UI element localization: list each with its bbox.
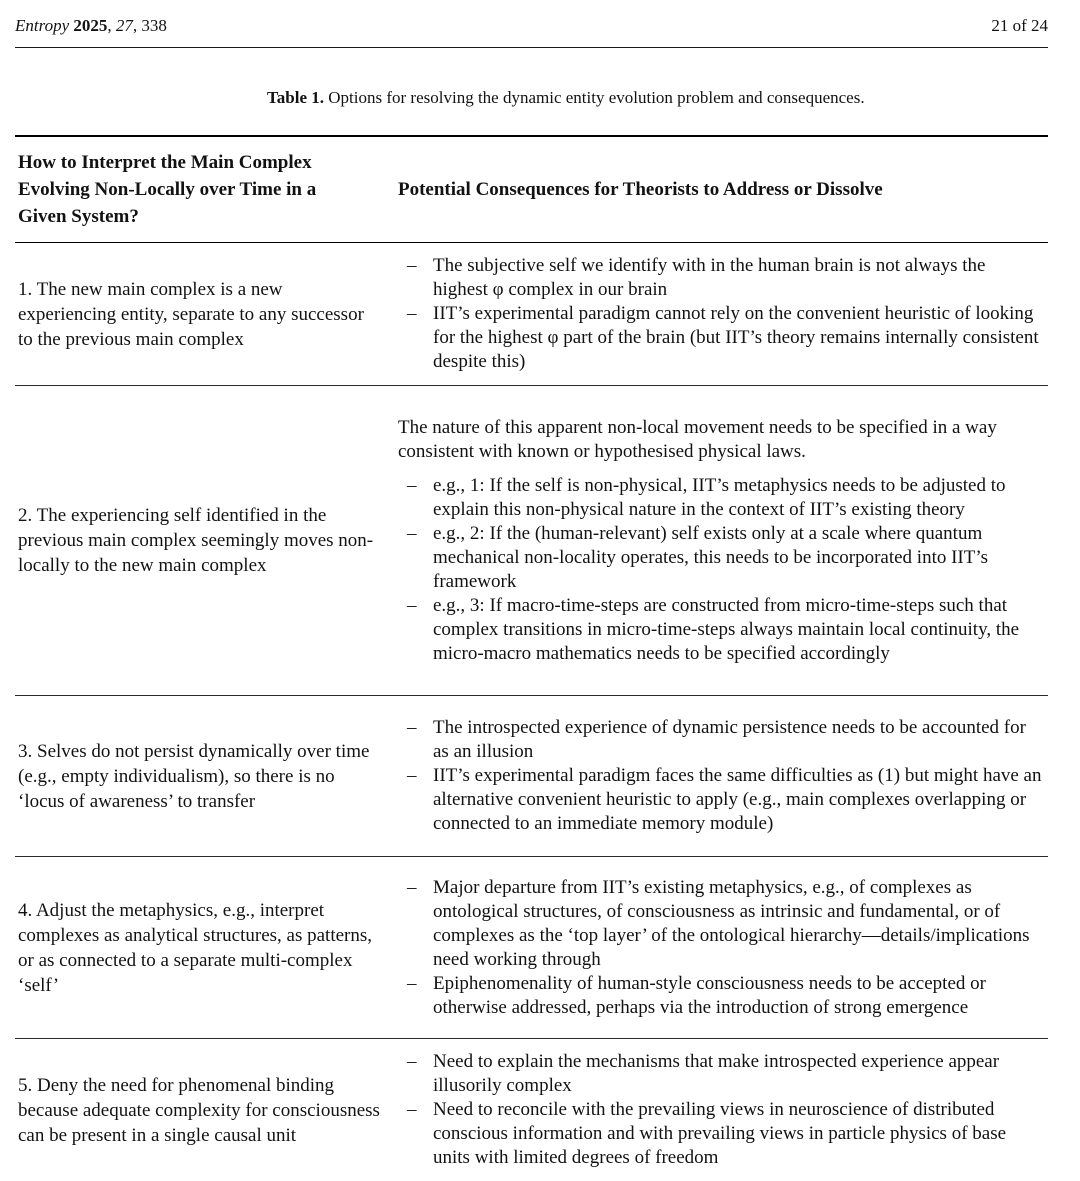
column-header-option: How to Interpret the Main Complex Evolving Non-Locally over Time in a Given System? bbox=[18, 152, 317, 227]
table-header-row bbox=[15, 137, 1048, 243]
bullet-dash: – bbox=[407, 522, 417, 544]
table-row-3 bbox=[15, 696, 1048, 857]
option-cell: 4. Adjust the metaphysics, e.g., interpret complexes as analytical structures, as patterns, or as connected to a separate multi-complex ‘self’ bbox=[18, 899, 373, 996]
option-cell: 2. The experiencing self identified in the previous main complex seemingly moves non-locally to the new main complex bbox=[18, 505, 374, 576]
bullet-text: e.g., 2: If the (human-relevant) self exists only at a scale where quantum mechanical non-locality operates, this needs to be incorporated into IIT’s framework bbox=[433, 522, 989, 592]
bullet-dash: – bbox=[407, 1051, 417, 1072]
bullet-item bbox=[398, 1098, 1048, 1170]
page-content bbox=[15, 0, 1048, 1181]
running-head bbox=[15, 0, 1048, 36]
bullet-dash: – bbox=[407, 594, 417, 616]
bullet-dash: – bbox=[407, 876, 417, 898]
bullet-text: Epiphenomenality of human-style consciousness needs to be accepted or otherwise addressed, perhaps via the introduction of strong emergence bbox=[433, 972, 986, 1018]
table-caption bbox=[15, 87, 1048, 109]
bullet-text: Need to explain the mechanisms that make introspected experience appear illusorily complex bbox=[433, 1051, 1000, 1096]
consequences-cell bbox=[398, 1039, 1048, 1181]
bullet-text: Major departure from IIT’s existing metaphysics, e.g., of complexes as ontological structures, of consciousness as intrinsic and fundamental, or of complexes as the ‘top layer’ of the ontological hierarchy—details/implications need working through bbox=[433, 876, 1030, 970]
bullet-item bbox=[398, 716, 1048, 764]
column-header-consequences: Potential Consequences for Theorists to Address or Dissolve bbox=[398, 178, 883, 200]
table-row-1 bbox=[15, 243, 1048, 386]
bullet-text: Need to reconcile with the prevailing views in neuroscience of distributed conscious information and with prevailing views in particle physics of base units with limited degrees of freedom bbox=[433, 1099, 1007, 1168]
bullet-item bbox=[398, 972, 1048, 1020]
bullet-text: The subjective self we identify with in the human brain is not always the highest φ complex in our brain bbox=[433, 255, 986, 300]
citation-sep2: , 338 bbox=[132, 16, 167, 35]
consequences-cell bbox=[398, 865, 1048, 1031]
caption-label: Table 1. bbox=[267, 88, 325, 107]
option-cell: 3. Selves do not persist dynamically over time (e.g., empty individualism), so there is no ‘locus of awareness’ to transfer bbox=[18, 740, 370, 812]
table-row-5 bbox=[15, 1039, 1048, 1181]
journal-citation bbox=[15, 16, 167, 36]
bullet-item bbox=[398, 764, 1048, 836]
citation-year: 2025 bbox=[73, 16, 108, 35]
data-table bbox=[15, 135, 1048, 1181]
bullet-item bbox=[398, 474, 1048, 522]
table-row-4 bbox=[15, 857, 1048, 1039]
page-number: 21 of 24 bbox=[991, 16, 1048, 35]
bullet-dash: – bbox=[407, 255, 417, 276]
bullet-dash: – bbox=[407, 1099, 417, 1120]
citation-sep1: , bbox=[107, 16, 116, 35]
header-divider bbox=[15, 47, 1048, 48]
bullet-dash: – bbox=[407, 474, 417, 496]
bullet-dash: – bbox=[407, 972, 417, 994]
journal-name: Entropy bbox=[15, 16, 70, 35]
bullet-text: The introspected experience of dynamic persistence needs to be accounted for as an illusion bbox=[433, 717, 1026, 762]
consequences-cell bbox=[398, 705, 1048, 847]
bullet-text: e.g., 1: If the self is non-physical, IIT’s metaphysics needs to be adjusted to explain this non-physical nature in the context of IIT’s existing theory bbox=[433, 474, 1006, 520]
bullet-item bbox=[398, 1050, 1048, 1098]
option-cell: 1. The new main complex is a new experiencing entity, separate to any successor to the previous main complex bbox=[18, 278, 364, 350]
bullet-dash: – bbox=[407, 717, 417, 738]
option-cell: 5. Deny the need for phenomenal binding because adequate complexity for consciousness can be present in a single causal unit bbox=[18, 1074, 380, 1146]
bullet-text: IIT’s experimental paradigm faces the same difficulties as (1) but might have an alternative convenient heuristic to apply (e.g., main complexes overlapping or connected to an immediate memory module) bbox=[433, 765, 1042, 834]
bullet-text: e.g., 3: If macro-time-steps are constructed from micro-time-steps such that complex transitions in micro-time-steps always maintain local continuity, the micro-macro mathematics needs to be specified accordingly bbox=[433, 594, 1020, 664]
bullet-item bbox=[398, 594, 1048, 666]
bullet-dash: – bbox=[407, 765, 417, 786]
intro-paragraph: The nature of this apparent non-local movement needs to be specified in a way consistent with known or hypothesised physical laws. bbox=[398, 416, 997, 462]
bullet-item bbox=[398, 876, 1048, 972]
table-row-2 bbox=[15, 386, 1048, 696]
bullet-dash: – bbox=[407, 303, 417, 324]
consequences-cell bbox=[398, 405, 1048, 677]
bullet-item bbox=[398, 302, 1048, 374]
consequences-cell bbox=[398, 243, 1048, 385]
citation-volume: 27 bbox=[115, 16, 133, 35]
caption-text: Options for resolving the dynamic entity evolution problem and consequences. bbox=[324, 88, 865, 107]
bullet-item bbox=[398, 254, 1048, 302]
bullet-text: IIT’s experimental paradigm cannot rely on the convenient heuristic of looking for the highest φ part of the brain (but IIT’s theory remains internally consistent despite this) bbox=[433, 303, 1039, 372]
bullet-item bbox=[398, 522, 1048, 594]
